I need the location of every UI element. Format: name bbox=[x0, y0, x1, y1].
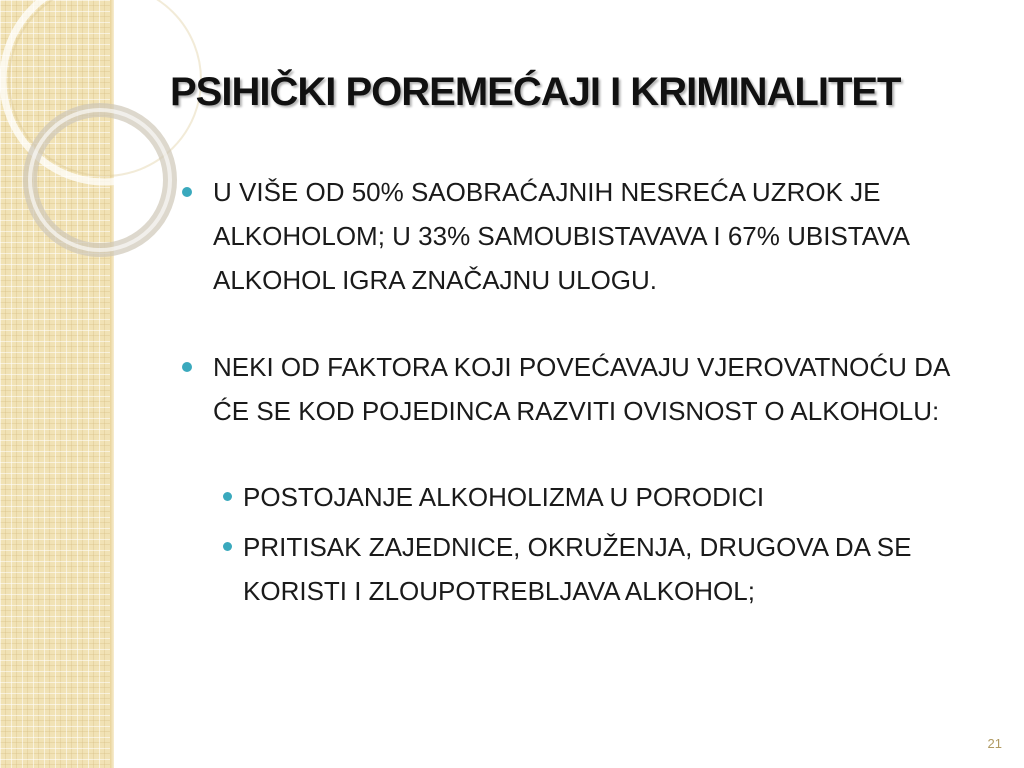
bullet-text: U VIŠE OD 50% SAOBRAĆAJNIH NESREĆA UZROK JE ALKOHOLOM; U 33% SAMOUBISTAVAVA I 67% UBISTAVA ALKOHOL IGRA ZNAČAJNU ULOGU. bbox=[213, 177, 909, 295]
sub-bullet-dot-icon bbox=[223, 492, 232, 501]
bullet-dot-icon bbox=[182, 187, 192, 197]
bullet-text: NEKI OD FAKTORA KOJI POVEĆAVAJU VJEROVATNOĆU DA ĆE SE KOD POJEDINCA RAZVITI OVISNOST O ALKOHOLU: bbox=[213, 352, 949, 426]
bullet-item bbox=[180, 345, 990, 433]
slide-content bbox=[180, 170, 990, 613]
sub-bullet-item bbox=[180, 525, 990, 613]
slide-title: PSIHIČKI POREMEĆAJI I KRIMINALITET bbox=[170, 70, 901, 114]
bullet-dot-icon bbox=[182, 362, 192, 372]
sub-bullet-text: PRITISAK ZAJEDNICE, OKRUŽENJA, DRUGOVA DA SE KORISTI I ZLOUPOTREBLJAVA ALKOHOL; bbox=[243, 532, 912, 606]
bullet-item bbox=[180, 170, 990, 302]
sub-bullet-dot-icon bbox=[223, 542, 232, 551]
page-number: 21 bbox=[987, 736, 1002, 751]
decorative-circles bbox=[0, 0, 180, 300]
sub-bullet-item bbox=[180, 475, 990, 519]
sub-bullet-text: POSTOJANJE ALKOHOLIZMA U PORODICI bbox=[243, 482, 765, 512]
